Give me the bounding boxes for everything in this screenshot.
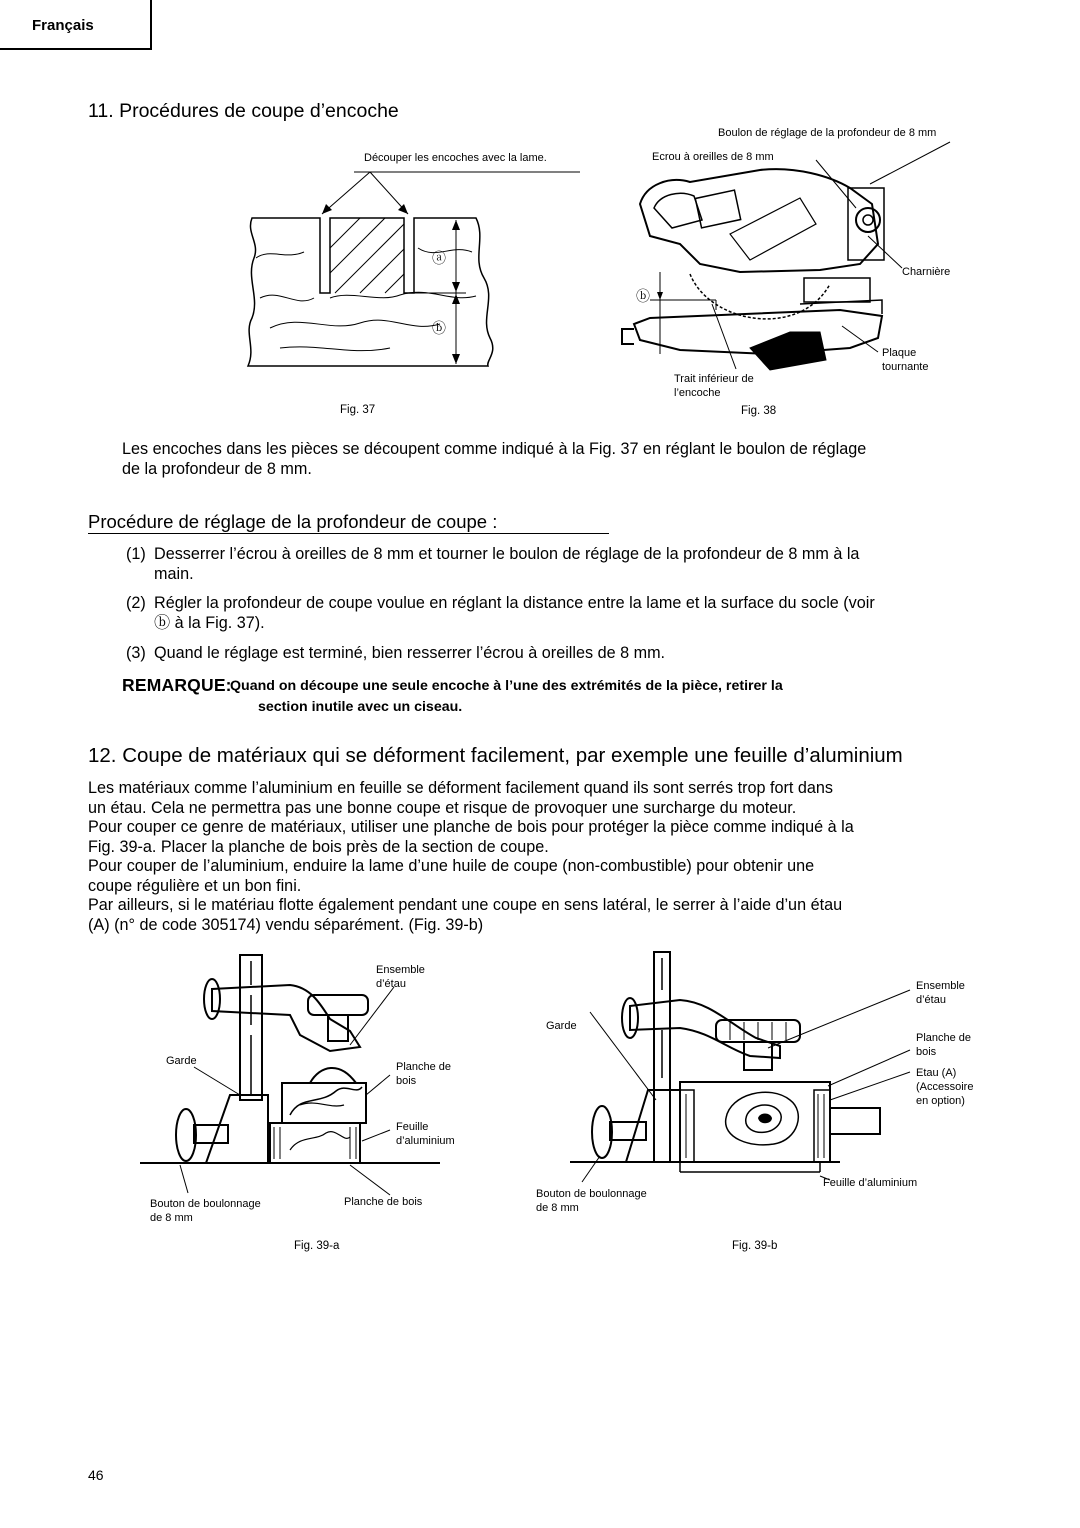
section-12-title: 12. Coupe de matériaux qui se déforment facilement, par exemple une feuille d’aluminium	[88, 744, 903, 767]
fig39a-feuille-label-1: Feuille	[396, 1121, 429, 1133]
fig38-charniere-label: Charnière	[902, 266, 951, 278]
section-12-line-4: Fig. 39-a. Placer la planche de bois près de la section de coupe.	[88, 837, 549, 856]
fig39a-planche-label-1: Planche de	[396, 1061, 452, 1073]
fig39b-garde-label: Garde	[546, 1020, 577, 1032]
step-1-line-1: Desserrer l’écrou à oreilles de 8 mm et tourner le boulon de réglage de la profondeur de 8 mm à la	[154, 545, 860, 563]
procedure-step-2	[126, 594, 996, 634]
fig39a-ensemble-label-1: Ensemble	[376, 964, 425, 976]
fig39b-bouton-label-2: de 8 mm	[536, 1202, 579, 1214]
section-12-line-7: Par ailleurs, si le matériau flotte également pendant une coupe en sens latéral, le serrer à l’aide d’un étau	[88, 896, 843, 914]
fig39b-ensemble-label-2: d’étau	[916, 994, 946, 1006]
fig39a-feuille-label-2: d’aluminium	[396, 1135, 455, 1147]
remarque-line-2: section inutile avec un ciseau.	[258, 699, 463, 715]
fig37-label-a: ⓐ	[432, 250, 446, 266]
fig38-plaque-label-2: tournante	[882, 361, 929, 373]
section-12-body	[88, 779, 998, 935]
fig39a-caption: Fig. 39-a	[294, 1240, 340, 1252]
section-12-line-8: (A) (n° de code 305174) vendu séparément. (Fig. 39-b)	[88, 915, 484, 934]
fig39a-planche-bas-label: Planche de bois	[344, 1196, 423, 1208]
fig38-trait-label-2: l’encoche	[674, 387, 721, 399]
section-12-line-2: un étau. Cela ne permettra pas une bonne coupe et risque de provoquer une surcharge du moteur.	[88, 798, 797, 817]
procedure-step-3	[126, 644, 996, 664]
remarque-line-1: Quand on découpe une seule encoche à l’une des extrémités de la pièce, retirer la	[230, 678, 783, 694]
language-tab	[0, 0, 152, 50]
fig37-label-b: ⓑ	[432, 320, 446, 336]
section-12-line-3: Pour couper ce genre de matériaux, utiliser une planche de bois pour protéger la pièce comme indiqué à la	[88, 818, 854, 836]
section-12-line-1: Les matériaux comme l’aluminium en feuille se déforment facilement quand ils sont serrés trop fort dans	[88, 779, 833, 797]
fig38-caption: Fig. 38	[741, 405, 777, 417]
fig39a-garde-label: Garde	[166, 1055, 197, 1067]
language-tab-label: Français	[32, 17, 94, 34]
figure-38	[620, 124, 1000, 419]
fig39b-caption: Fig. 39-b	[732, 1240, 778, 1252]
section-12-line-6: coupe régulière et un bon fini.	[88, 876, 302, 895]
fig38-trait-label-1: Trait inférieur de	[674, 373, 754, 385]
procedure-title: Procédure de réglage de la profondeur de coupe :	[88, 511, 498, 532]
step-3-line-1: Quand le réglage est terminé, bien resserrer l’écrou à oreilles de 8 mm.	[154, 644, 666, 662]
fig39b-etau-label-1: Etau (A)	[916, 1067, 957, 1079]
procedure-step-1	[126, 545, 996, 585]
figure-39b	[530, 950, 980, 1255]
fig39a-ensemble-label-2: d’étau	[376, 978, 406, 990]
section-12-line-5: Pour couper de l’aluminium, enduire la lame d’une huile de coupe (non-combustible) pour obtenir une	[88, 857, 815, 875]
fig39b-drawing	[530, 950, 980, 1255]
remarque-label: REMARQUE:	[122, 675, 232, 695]
fig37-drawing	[240, 148, 600, 418]
fig39b-etau-label-3: en option)	[916, 1095, 965, 1107]
page-number: 46	[88, 1467, 104, 1483]
fig38-boulon-label: Boulon de réglage de la profondeur de 8 mm	[718, 127, 937, 139]
figure-39a	[140, 955, 540, 1255]
step-2-line-1: Régler la profondeur de coupe voulue en réglant la distance entre la lame et la surface du socle (voir	[154, 594, 875, 612]
step-1-line-2: main.	[154, 565, 194, 583]
fig38-plaque-label-1: Plaque	[882, 347, 917, 359]
procedure-title-underline	[88, 533, 609, 534]
fig37-callout: Découper les encoches avec la lame.	[364, 152, 547, 164]
fig39b-ensemble-label-1: Ensemble	[916, 980, 965, 992]
figure-37	[240, 148, 600, 418]
procedure-steps	[126, 545, 996, 690]
fig39a-bouton-label-1: Bouton de boulonnage	[150, 1198, 261, 1210]
section-11-intro-line-2: de la profondeur de 8 mm.	[122, 460, 312, 478]
step-1-number: (1)	[126, 545, 146, 563]
fig39a-planche-label-2: bois	[396, 1075, 417, 1087]
fig39b-bouton-label-1: Bouton de boulonnage	[536, 1188, 647, 1200]
fig39b-planche-label-1: Planche de	[916, 1032, 972, 1044]
section-11-title: 11. Procédures de coupe d’encoche	[88, 100, 399, 122]
step-2-line-2: ⓑ à la Fig. 37).	[154, 614, 265, 632]
step-3-number: (3)	[126, 644, 146, 662]
step-2-number: (2)	[126, 594, 146, 612]
section-11-intro-line-1: Les encoches dans les pièces se découpent comme indiqué à la Fig. 37 en réglant le boulon de réglage	[122, 440, 867, 458]
fig38-ecrou-label: Ecrou à oreilles de 8 mm	[652, 151, 774, 163]
fig39b-etau-label-2: (Accessoire	[916, 1081, 974, 1093]
fig37-caption: Fig. 37	[340, 404, 376, 416]
fig39a-bouton-label-2: de 8 mm	[150, 1212, 193, 1224]
fig38-label-b: ⓑ	[636, 288, 650, 304]
fig39b-feuille-label: Feuille d’aluminium	[823, 1177, 918, 1189]
fig39b-planche-label-2: bois	[916, 1046, 937, 1058]
